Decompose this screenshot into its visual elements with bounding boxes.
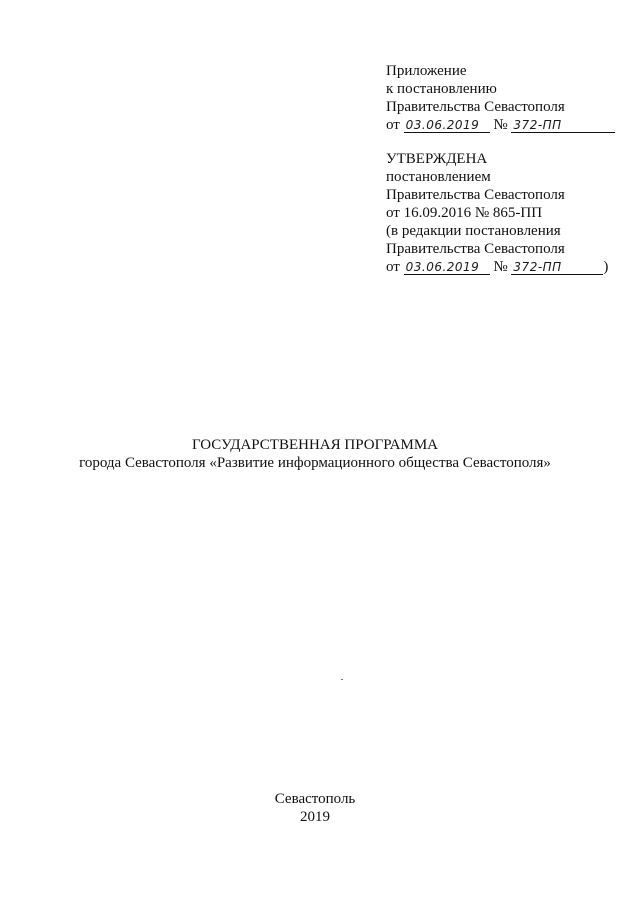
scan-speck [341, 679, 343, 680]
approved-number-prefix: № [493, 259, 508, 275]
approved-header [386, 150, 608, 276]
approved-number-handwritten: 372-ПП [511, 260, 603, 275]
appendix-header [386, 62, 615, 134]
approved-closing-paren: ) [603, 259, 609, 275]
appendix-number-handwritten: 372-ПП [511, 118, 615, 133]
approved-original-date: от 16.09.2016 № 865-ПП [386, 205, 543, 221]
program-title-heading: ГОСУДАРСТВЕННАЯ ПРОГРАММА [191, 437, 439, 453]
approved-government: Правительства Севастополя [386, 187, 565, 203]
appendix-from-prefix: от [386, 117, 400, 133]
program-title [0, 436, 630, 472]
approved-date-number-line [386, 258, 608, 276]
approved-by-resolution: постановлением [386, 169, 491, 185]
approved-date-handwritten: 03.06.2019 [404, 260, 490, 275]
appendix-date-handwritten: 03.06.2019 [404, 118, 490, 133]
approved-heading: УТВЕРЖДЕНА [386, 151, 488, 167]
appendix-to-resolution: к постановлению [386, 81, 497, 97]
approved-from-prefix: от [386, 259, 400, 275]
document-footer [0, 790, 630, 826]
approved-edition-government: Правительства Севастополя [386, 241, 565, 257]
program-title-subtitle: города Севастополя «Развитие информационного общества Севастополя» [79, 455, 551, 471]
footer-city: Севастополь [274, 791, 356, 807]
footer-year: 2019 [300, 809, 330, 825]
appendix-government: Правительства Севастополя [386, 99, 565, 115]
appendix-label: Приложение [386, 63, 467, 79]
approved-edition-note: (в редакции постановления [386, 223, 561, 239]
appendix-date-number-line [386, 116, 615, 134]
appendix-number-prefix: № [493, 117, 508, 133]
